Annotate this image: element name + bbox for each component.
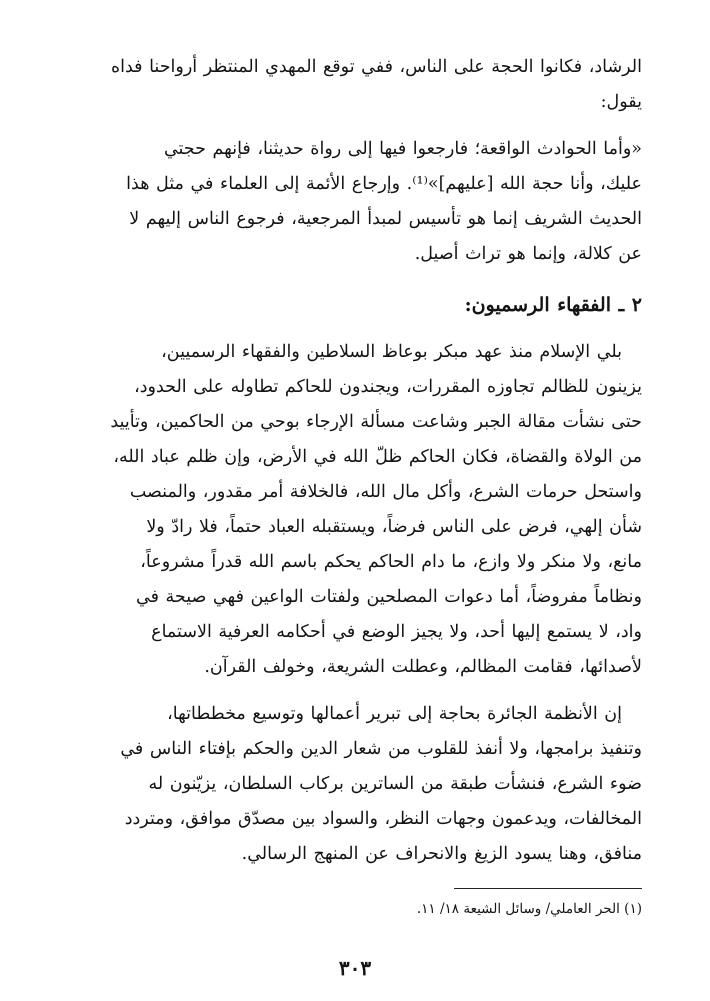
text-line: حتى نشأت مقالة الجبر وشاعت مسألة الإرجاء بوحي من الحاكمين، وتأييد [110, 412, 642, 432]
text-line: الرشاد، فكانوا الحجة على الناس، ففي توقع المهدي المنتظر أرواحنا فداه [110, 57, 642, 77]
paragraph-intro [64, 50, 642, 120]
text-line: واستحل حرمات الشرع، وأكل مال الله، فالخلافة أمر مقدور، والمنصب [129, 482, 642, 502]
page-number: ٣٠٣ [338, 956, 372, 980]
text-line: عليك، وأنا حجة الله [عليهم]»⁽¹⁾. وإرجاع الأئمة إلى العلماء في مثل هذا [126, 174, 642, 194]
paragraph-unjust-regimes [64, 697, 642, 872]
text-line: ضوء الشرع، فنشأت طبقة من الساترين بركاب السلطان، يزيّنون له [148, 774, 642, 794]
paragraph-official-jurists [64, 335, 642, 685]
text-line: يزينون للظالم تجاوزه المقررات، ويجندون للحاكم تطاوله على الحدود، [134, 377, 642, 397]
text-line: واد، لا يستمع إليها أحد، ولا يجيز الوضع في أحكامه العرفية الاستماع [151, 622, 642, 642]
text-line: شأن إلهي، فرض على الناس فرضاً، ويستقبله العباد حتماً، فلا رادّ ولا [146, 517, 642, 537]
text-line: لأصدائها، فقامت المظالم، وعطلت الشريعة، وخولف القرآن. [204, 657, 642, 677]
text-line: من الولاة والقضاة، فكان الحاكم ظلّ الله في الأرض، وإن ظلم عباد الله، [113, 447, 642, 467]
text-line: المخالفات، ويدعمون وجهات النظر، والسواد بين مصدّق موافق، ومتردد [124, 809, 642, 829]
section-heading: ٢ ـ الفقهاء الرسميون: [464, 294, 642, 316]
text-line: يقول: [600, 92, 642, 112]
text-line: وتنفيذ برامجها، ولا أنفذ للقلوب من شعار الدين والحكم بإفتاء الناس في [120, 739, 642, 759]
paragraph-quote [64, 132, 642, 272]
footnote-divider [454, 888, 642, 889]
text-line: مانع، ولا منكر ولا وازع، ما دام الحاكم يحكم باسم الله قدراً مشروعاً، [140, 552, 642, 572]
text-line: منافق، وهنا يسود الزيغ والانحراف عن المنهج الرسالي. [241, 844, 642, 864]
text-line: الحديث الشريف إنما هو تأسيس لمبدأ المرجعية، فرجوع الناس إليهم لا [129, 209, 642, 229]
text-line: بلي الإسلام منذ عهد مبكر بوعاظ السلاطين والفقهاء الرسميين، [161, 342, 622, 362]
page-body [64, 50, 642, 872]
text-line: إن الأنظمة الجائرة بحاجة إلى تبرير أعمالها وتوسيع مخططاتها، [167, 704, 622, 724]
text-line: «وأما الحوادث الواقعة؛ فارجعوا فيها إلى رواة حديثنا، فإنهم حجتي [163, 139, 642, 159]
text-line: عن كلالة، وإنما هو تراث أصيل. [414, 244, 642, 264]
text-line: ونظاماً مفروضاً، أما دعوات المصلحين ولفتات الواعين فهي صيحة في [136, 587, 642, 607]
footnote: (١) الحر العاملي/ وسائل الشيعة ١٨/ ١١. [416, 901, 642, 917]
